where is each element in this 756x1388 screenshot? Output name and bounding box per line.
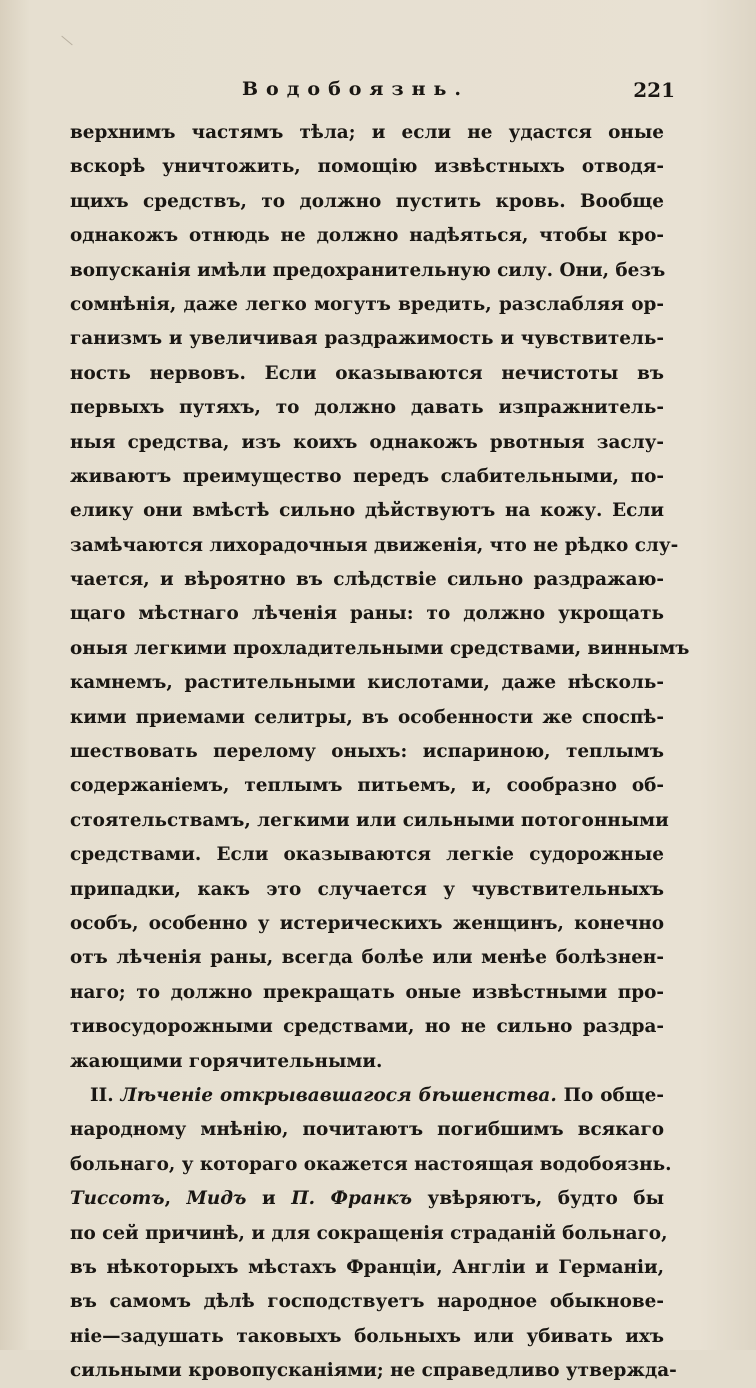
text-line: жающими горячительными. (70, 1050, 383, 1072)
section-heading-line (70, 1079, 664, 1113)
text-line-with-names (70, 1182, 664, 1216)
text-line: шествовать перелому оныхъ: испариною, теплымъ (70, 741, 664, 763)
text-line: припадки, какъ это случается у чувствительныхъ (70, 878, 664, 900)
author-name: Тиссотъ (70, 1188, 165, 1210)
text-line: вопусканія имѣли предохранительную силу. Они, безъ (70, 259, 666, 281)
text-line: тивосудорожными средствами, но не сильно раздра- (70, 1016, 664, 1038)
section-number: II. (90, 1084, 114, 1106)
text-line: замѣчаются лихорадочныя движенія, что не рѣдко слу- (70, 534, 679, 556)
text-line: однакожъ отнюдь не должно надѣяться, чтобы кро- (70, 225, 664, 247)
text-line: щаго мѣстнаго лѣченія раны: то должно укрощать (70, 603, 664, 625)
author-name: П. Франкъ (291, 1188, 412, 1210)
text-line: по сей причинѣ, и для сокращенія страданій больнаго, (70, 1222, 668, 1244)
text-line: оныя легкими прохладительными средствами, виннымъ (70, 637, 690, 659)
name-separator: , (164, 1188, 187, 1210)
text-line: ганизмъ и увеличивая раздражимость и чувствитель- (70, 328, 664, 350)
text-line: щихъ средствъ, то должно пустить кровь. Вообще (70, 190, 664, 212)
text-line: наго; то должно прекращать оные извѣстными про- (70, 981, 664, 1003)
text-line: содержаніемъ, теплымъ питьемъ, и, сообразно об- (70, 775, 664, 797)
line-rest: увѣряютъ, будто бы (411, 1188, 665, 1210)
section-title: Лѣченіе открывавшагося бѣшенства. (120, 1084, 557, 1106)
page-number: 221 (633, 78, 675, 102)
text-block (70, 116, 690, 1388)
text-line: кими приемами селитры, въ особенности же споспѣ- (70, 706, 664, 728)
text-line: камнемъ, растительными кислотами, даже нѣсколь- (70, 672, 664, 694)
text-line: елику они вмѣстѣ сильно дѣйствуютъ на кожу. Если (70, 500, 664, 522)
text-line: сомнѣнія, даже легко могутъ вредить, разслабляя ор- (70, 293, 664, 315)
text-line: первыхъ путяхъ, то должно давать изпражнитель- (70, 397, 664, 419)
section-first-line-rest: По обще- (563, 1084, 664, 1106)
text-line: ніе—задушать таковыхъ больныхъ или убивать ихъ (70, 1325, 664, 1347)
text-line: живаютъ преимущество передъ слабительными, по- (70, 465, 664, 487)
text-line: чается, и вѣроятно въ слѣдствіе сильно раздражаю- (70, 569, 664, 591)
text-line: сильными кровопусканіями; не справедливо утвержда- (70, 1360, 677, 1382)
text-line: отъ лѣченія раны, всегда болѣе или менѣе болѣзнен- (70, 947, 664, 969)
margin-mark (61, 36, 72, 46)
text-line: средствами. Если оказываются легкіе судорожные (70, 844, 664, 866)
text-line: народному мнѣнію, почитаютъ погибшимъ всякаго (70, 1119, 664, 1141)
name-separator: и (246, 1188, 292, 1210)
text-line: больнаго, у котораго окажется настоящая водобоязнь. (70, 1153, 672, 1175)
author-name: Мидъ (186, 1188, 247, 1210)
text-line: въ самомъ дѣлѣ господствуетъ народное обыкнове- (70, 1291, 664, 1313)
text-line: стоятельствамъ, легкими или сильными потогонными (70, 809, 669, 831)
text-line: въ нѣкоторыхъ мѣстахъ Франціи, Англіи и Германіи, (70, 1256, 664, 1278)
running-head: Водобоязнь. (242, 78, 469, 100)
text-line: ность нервовъ. Если оказываются нечистоты въ (70, 362, 664, 384)
text-line: ныя средства, изъ коихъ однакожъ рвотныя заслу- (70, 431, 664, 453)
text-line: особъ, особенно у истерическихъ женщинъ, конечно (70, 912, 664, 934)
text-line: верхнимъ частямъ тѣла; и если не удастся оные (70, 122, 664, 143)
page-header (70, 78, 675, 108)
text-line: вскорѣ уничтожить, помощію извѣстныхъ отводя- (70, 156, 664, 178)
